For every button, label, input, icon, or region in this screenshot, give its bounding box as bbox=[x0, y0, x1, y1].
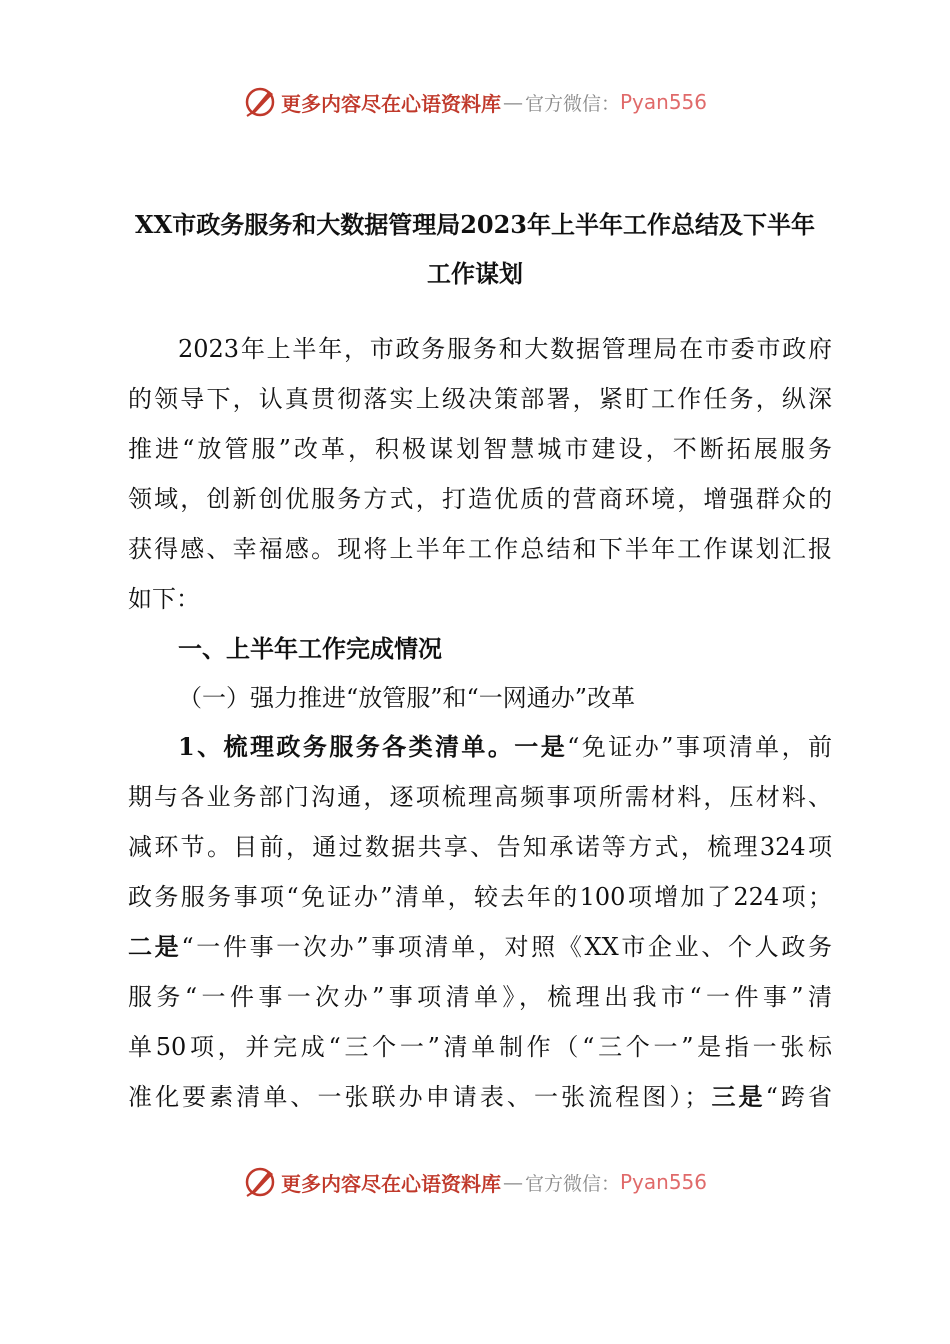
para1-line-1 bbox=[178, 722, 832, 772]
intro-line-6: 如下： bbox=[128, 585, 200, 613]
section-heading-2: （一）强力推进“放管服”和“一网通办”改革 bbox=[178, 684, 636, 712]
watermark-wechat-id: Pyan556 bbox=[620, 90, 708, 114]
para1-line-7: 单50项，并完成“三个一”清单制作（“三个一”是指一张标 bbox=[128, 1033, 832, 1061]
para1-bold-first: 一是 bbox=[514, 732, 568, 761]
quill-circle-icon bbox=[243, 85, 277, 119]
para1-text: “跨省 bbox=[765, 1083, 832, 1111]
intro-line-1: 2023年上半年，市政务服务和大数据管理局在市委市政府 bbox=[178, 335, 832, 363]
para1-line-6: 服务“一件事一次办”事项清单》，梳理出我市“一件事”清 bbox=[128, 983, 832, 1011]
para1-line-8 bbox=[128, 1072, 832, 1122]
para1-line-4: 政务服务事项“免证办”清单，较去年的100项增加了224项； bbox=[128, 883, 832, 911]
para1-bold-heading: 1、梳理政务服务各类清单。 bbox=[178, 732, 515, 761]
para1-line-5 bbox=[128, 922, 832, 972]
watermark-banner-bottom bbox=[0, 1162, 950, 1202]
intro-line-4: 领域，创新创优服务方式，打造优质的营商环境，增强群众的 bbox=[128, 485, 832, 513]
quill-circle-icon bbox=[243, 1165, 277, 1199]
intro-line-5: 获得感、幸福感。现将上半年工作总结和下半年工作谋划汇报 bbox=[128, 535, 832, 563]
watermark-brand: 更多内容尽在心语资料库 bbox=[280, 1171, 501, 1196]
para1-line-2: 期与各业务部门沟通，逐项梳理高频事项所需材料，压材料、 bbox=[128, 783, 832, 811]
watermark-wechat-label: 官方微信： bbox=[524, 1172, 620, 1195]
watermark-wechat-label: 官方微信： bbox=[524, 92, 620, 115]
section-heading-1: 一、上半年工作完成情况 bbox=[178, 634, 442, 663]
para1-bold-third: 三是 bbox=[708, 1082, 766, 1111]
watermark-dash: — bbox=[502, 1170, 523, 1194]
para1-text: “一件事一次办”事项清单，对照《XX市企业、个人政务 bbox=[181, 933, 833, 961]
para1-text: “免证办”事项清单，前 bbox=[567, 733, 833, 761]
document-title-line1: XX市政务服务和大数据管理局2023年上半年工作总结及下半年 bbox=[134, 210, 816, 239]
para1-bold-second: 二是 bbox=[128, 932, 182, 961]
watermark-dash: — bbox=[502, 90, 523, 114]
intro-line-3: 推进“放管服”改革，积极谋划智慧城市建设，不断拓展服务 bbox=[128, 435, 832, 463]
intro-line-2: 的领导下，认真贯彻落实上级决策部署，紧盯工作任务，纵深 bbox=[128, 385, 832, 413]
para1-text: 准化要素清单、一张联办申请表、一张流程图）； bbox=[128, 1083, 709, 1111]
watermark-wechat-id: Pyan556 bbox=[620, 1170, 708, 1194]
watermark-banner-top bbox=[0, 82, 950, 122]
document-title-line2: 工作谋划 bbox=[427, 259, 523, 288]
para1-line-3: 减环节。目前，通过数据共享、告知承诺等方式，梳理324项 bbox=[128, 833, 832, 861]
watermark-brand: 更多内容尽在心语资料库 bbox=[280, 91, 501, 116]
